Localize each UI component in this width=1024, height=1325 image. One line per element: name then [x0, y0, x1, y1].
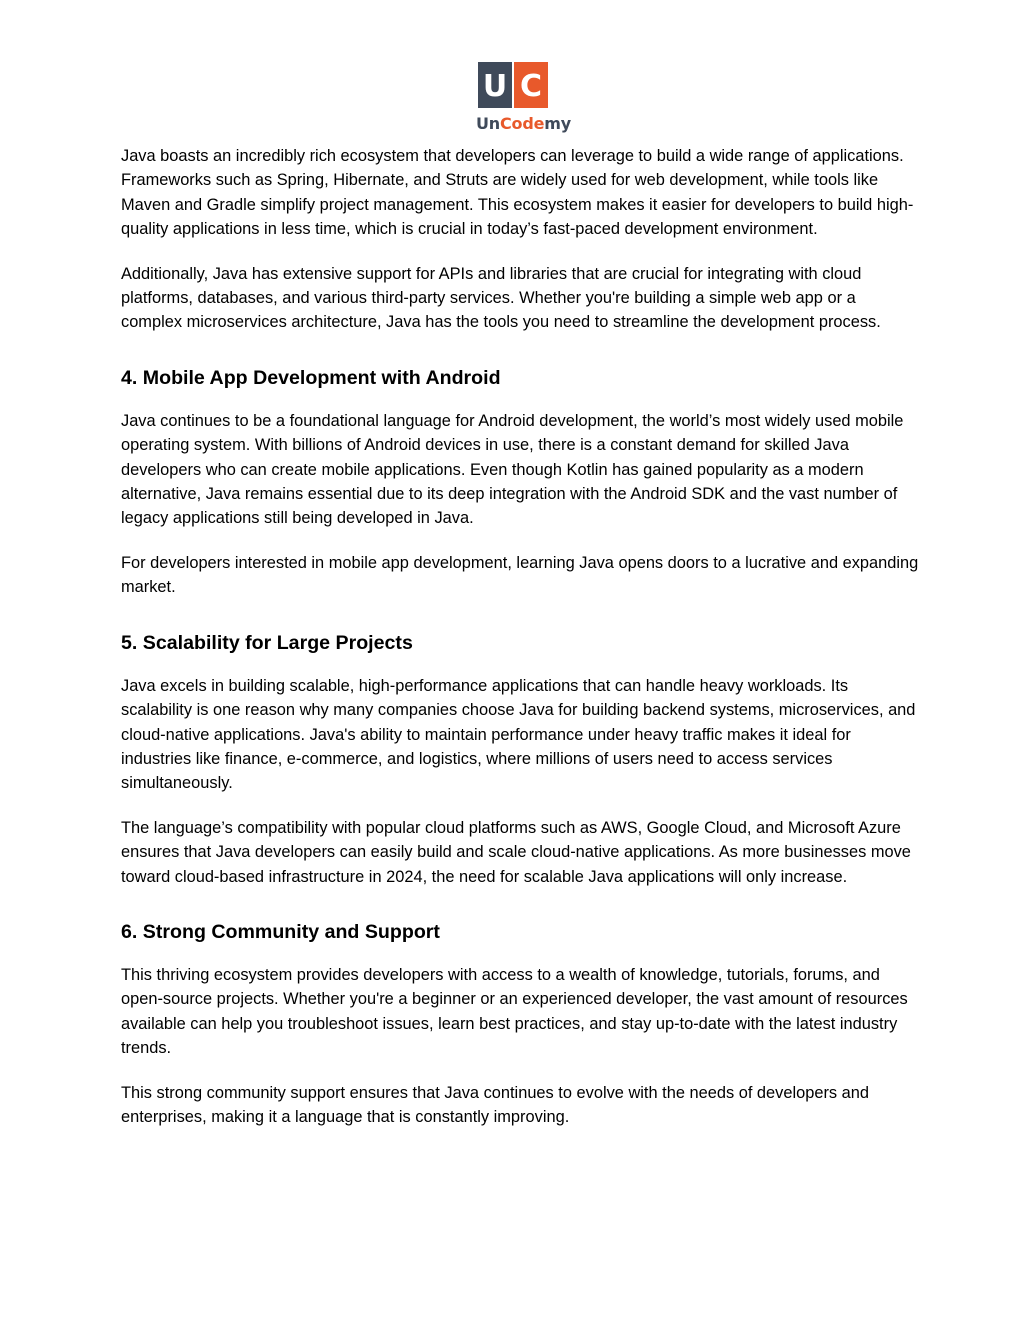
wordmark-part: Code: [499, 114, 545, 133]
logo-letter-c: C: [519, 69, 543, 104]
intro-paragraph: Additionally, Java has extensive support for APIs and libraries that are crucial for integrating with cloud platforms, databases, and various third-party services. Whether you're building a simple web app or a complex microservices architecture, Java has the tools you need to streamline the development process.: [121, 264, 881, 332]
section-paragraph: Java excels in building scalable, high-performance applications that can handle heavy workloads. Its scalability is one reason why many companies choose Java for building backend systems, microservices, and cloud-native applications. Java's ability to maintain performance under heavy traffic makes it ideal for industries like finance, e-commerce, and logistics, where millions of users need to access services simultaneously.: [121, 676, 916, 793]
logo-tile-c: [514, 62, 548, 108]
section-paragraph: The language’s compatibility with popular cloud platforms such as AWS, Google Cloud, and Microsoft Azure ensures that Java developers can easily build and scale cloud-native applications. As more businesses move toward cloud-based infrastructure in 2024, the need for scalable Java applications will only increase.: [121, 818, 911, 886]
wordmark-part: my: [544, 114, 571, 133]
brand-logo: [476, 62, 570, 136]
wordmark-part: Un: [476, 114, 500, 133]
section-heading: 5. Scalability for Large Projects: [121, 631, 413, 654]
section-heading: 4. Mobile App Development with Android: [121, 366, 501, 389]
section-paragraph: This thriving ecosystem provides developers with access to a wealth of knowledge, tutorials, forums, and open-source projects. Whether you're a beginner or an experienced developer, the vast amount of resources available can help you troubleshoot issues, learn best practices, and stay up-to-date with the latest industry trends.: [121, 965, 908, 1058]
logo-tile-u: [478, 62, 512, 108]
section-heading: 6. Strong Community and Support: [121, 920, 440, 943]
section-paragraph: For developers interested in mobile app development, learning Java opens doors to a lucrative and expanding market.: [121, 553, 919, 597]
logo-wordmark: [476, 114, 570, 134]
section-paragraph: Java continues to be a foundational language for Android development, the world’s most widely used mobile operating system. With billions of Android devices in use, there is a constant demand for skilled Java developers who can create mobile applications. Even though Kotlin has gained popularity as a modern alternative, Java remains essential due to its deep integration with the Android SDK and the vast number of legacy applications still being developed in Java.: [121, 411, 904, 528]
logo-letter-u: U: [482, 69, 508, 104]
section-paragraph: This strong community support ensures that Java continues to evolve with the needs of developers and enterprises, making it a language that is constantly improving.: [121, 1083, 870, 1126]
article-body: [121, 144, 921, 1149]
intro-paragraph: Java boasts an incredibly rich ecosystem that developers can leverage to build a wide range of applications. Frameworks such as Spring, Hibernate, and Struts are widely used for web development, while tools like Maven and Gradle simplify project management. This ecosystem makes it easier for developers to build high-quality applications in less time, which is crucial in today’s fast-paced development environment.: [121, 147, 914, 239]
logo-mark: [478, 62, 548, 108]
